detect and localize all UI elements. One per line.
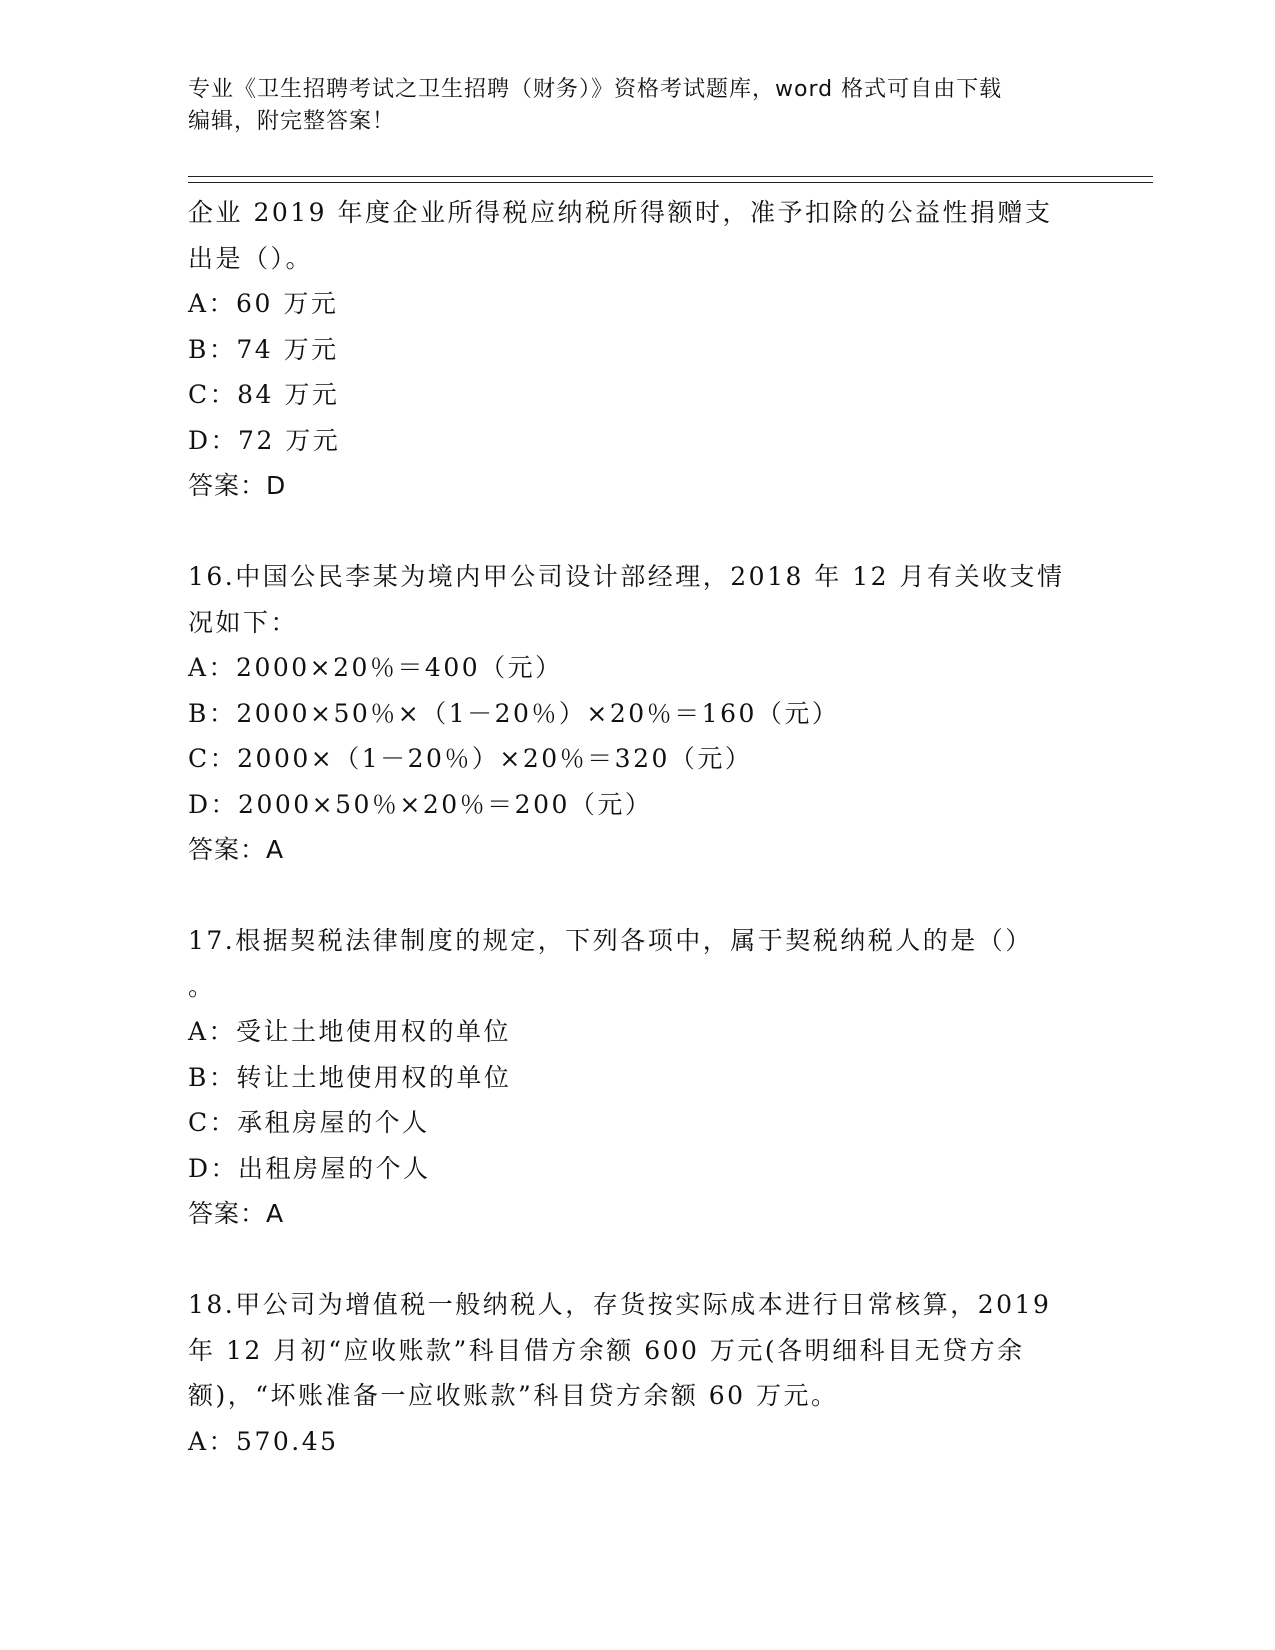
option-a: A：60 万元 (188, 289, 339, 318)
answer-label: 答案：D (188, 471, 287, 500)
question-list (188, 190, 1088, 1464)
option-c: C：承租房屋的个人 (188, 1108, 430, 1137)
question-stem: 17.根据契税法律制度的规定，下列各项中，属于契税纳税人的是（） (188, 926, 1033, 955)
option-b: B：74 万元 (188, 334, 339, 364)
question-stem: 年 12 月初“应收账款”科目借方余额 600 万元(各明细科目无贷方余 (188, 1335, 1025, 1365)
question-16 (188, 554, 1088, 873)
question-18 (188, 1282, 1088, 1464)
question-stem: 额)，“坏账准备一应收账款”科目贷方余额 60 万元。 (188, 1381, 839, 1410)
answer-label: 答案：A (188, 835, 285, 864)
option-d: D：2000×50％×20％＝200（元） (188, 789, 653, 819)
question-stem: 18.甲公司为增值税一般纳税人，存货按实际成本进行日常核算，2019 (188, 1290, 1052, 1319)
question-17 (188, 918, 1088, 1237)
option-b: B：转让土地使用权的单位 (188, 1062, 512, 1092)
header-divider-bottom (188, 182, 1153, 183)
document-header (188, 74, 1068, 138)
option-a: A：2000×20％＝400（元） (188, 653, 563, 682)
question-15 (188, 190, 1088, 509)
question-stem: 况如下： (188, 607, 299, 637)
option-a: A：受让土地使用权的单位 (188, 1017, 512, 1046)
header-line-2: 编辑，附完整答案！ (188, 109, 396, 134)
option-a: A：570.45 (188, 1426, 339, 1456)
option-d: D：72 万元 (188, 425, 341, 455)
header-divider-top (188, 176, 1153, 177)
question-stem: 出是（）。 (188, 243, 314, 273)
answer-label: 答案：A (188, 1199, 285, 1228)
option-b: B：2000×50％×（1－20％）×20％＝160（元） (188, 698, 840, 728)
option-c: C：2000×（1－20％）×20％＝320（元） (188, 744, 753, 773)
question-stem: 企业 2019 年度企业所得税应纳税所得额时，准予扣除的公益性捐赠支 (188, 198, 1053, 227)
option-d: D：出租房屋的个人 (188, 1153, 431, 1183)
question-stem: 16.中国公民李某为境内甲公司设计部经理，2018 年 12 月有关收支情 (188, 562, 1065, 591)
option-c: C：84 万元 (188, 380, 340, 409)
question-stem: 。 (188, 971, 216, 1001)
header-line-1: 专业《卫生招聘考试之卫生招聘（财务）》资格考试题库，word 格式可自由下载 (188, 77, 1003, 102)
